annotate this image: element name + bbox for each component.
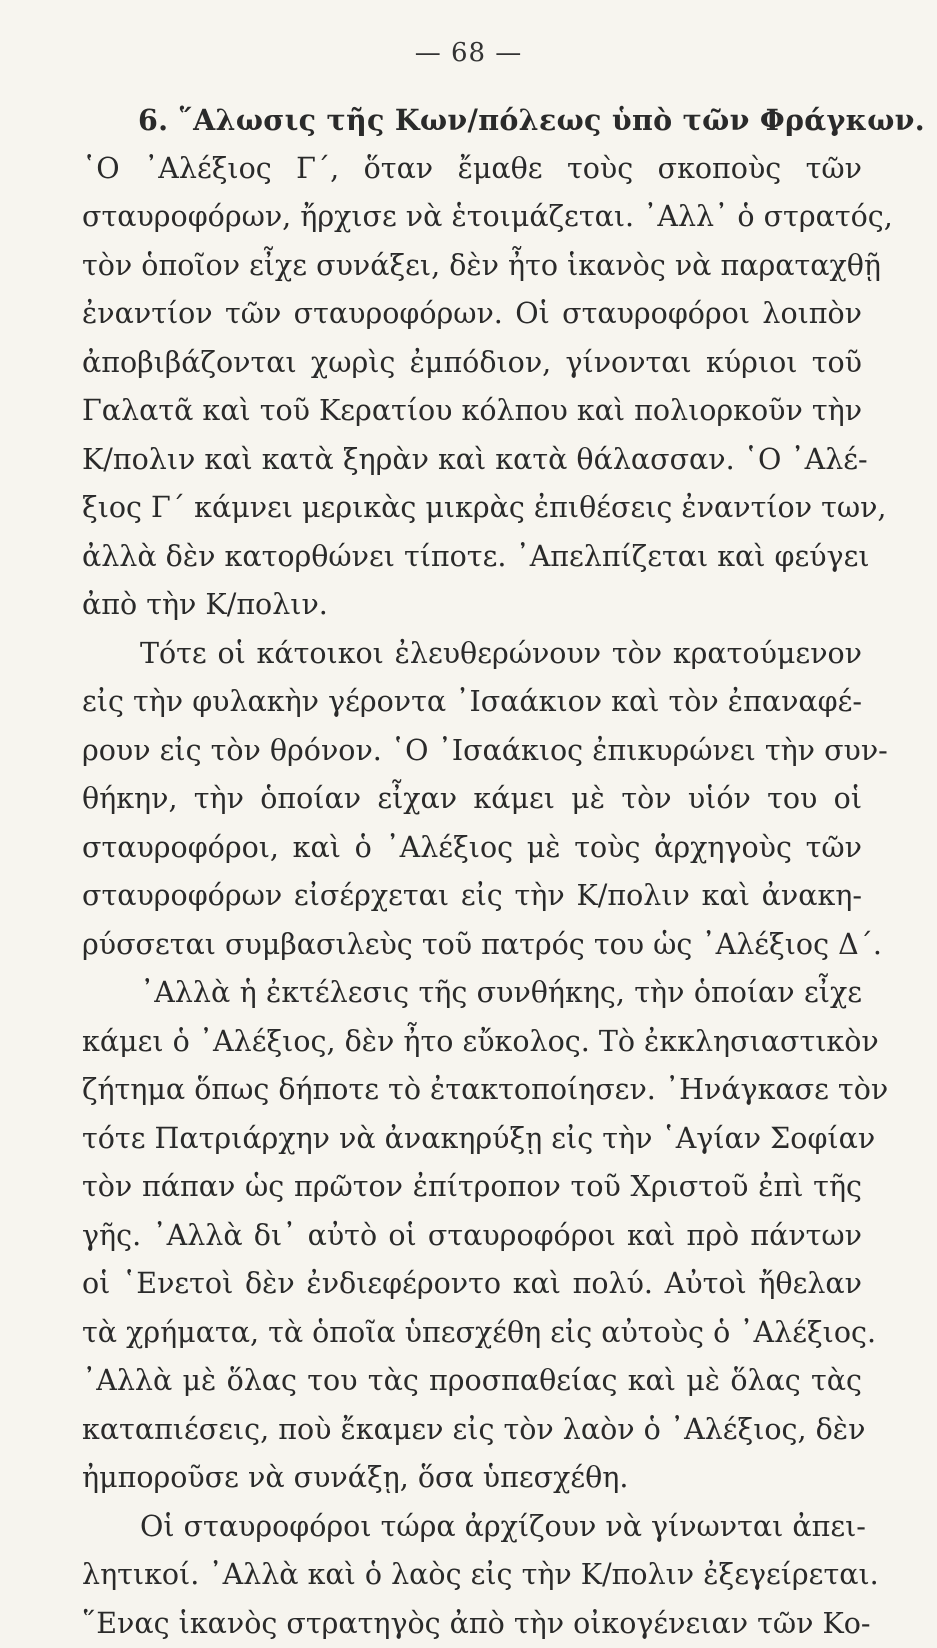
text-line: τότε Πατριάρχην νὰ ἀνακηρύξῃ εἰς τὴν ῾Αγίαν Σοφίαν [82,1115,862,1164]
paragraph-4 [82,1503,862,1648]
page-text [82,96,862,1648]
text-line: ἐναντίον τῶν σταυροφόρων. Οἱ σταυροφόροι λοιπὸν [82,290,862,339]
paragraph-1 [82,145,862,630]
text-line: θήκην, τὴν ὁποίαν εἶχαν κάμει μὲ τὸν υἱόν του οἱ [82,775,862,824]
text-line: ξιος Γ´ κάμνει μερικὰς μικρὰς ἐπιθέσεις ἐναντίον των, [82,484,862,533]
text-line: ρύσσεται συμβασιλεὺς τοῦ πατρός του ὡς ᾿Αλέξιος Δ´. [82,921,862,970]
text-line: Γαλατᾶ καὶ τοῦ Κερατίου κόλπου καὶ πολιορκοῦν τὴν [82,387,862,436]
text-line: Τότε οἱ κάτοικοι ἐλευθερώνουν τὸν κρατούμενον [82,630,862,679]
text-line: ἠμποροῦσε νὰ συνάξῃ, ὅσα ὑπεσχέθη. [82,1454,862,1503]
text-line: ζήτημα ὅπως δήποτε τὸ ἐτακτοποίησεν. ᾿Ηνάγκασε τὸν [82,1066,862,1115]
text-line: εἰς τὴν φυλακὴν γέροντα ᾿Ισαάκιον καὶ τὸν ἐπαναφέ- [82,678,862,727]
text-line: ῾Ο ᾿Αλέξιος Γ´, ὅταν ἔμαθε τοὺς σκοποὺς τῶν [82,145,862,194]
page-number: — 68 — [0,38,937,68]
text-line: Οἱ σταυροφόροι τώρα ἀρχίζουν νὰ γίνωνται ἀπει- [82,1503,862,1552]
text-line: κάμει ὁ ᾿Αλέξιος, δὲν ἦτο εὔκολος. Τὸ ἐκκλησιαστικὸν [82,1018,862,1067]
text-line: γῆς. ᾿Αλλὰ δι᾿ αὐτὸ οἱ σταυροφόροι καὶ πρὸ πάντων [82,1212,862,1261]
text-line: τὰ χρήματα, τὰ ὁποῖα ὑπεσχέθη εἰς αὐτοὺς ὁ ᾿Αλέξιος. [82,1309,862,1358]
text-line: σταυροφόρων, ἤρχισε νὰ ἑτοιμάζεται. ᾿Αλλ᾿ ὁ στρατός, [82,193,862,242]
text-line: σταυροφόρων εἰσέρχεται εἰς τὴν Κ/πολιν καὶ ἀνακη- [82,872,862,921]
text-line: ἀπὸ τὴν Κ/πολιν. [82,581,862,630]
text-line: ἀλλὰ δὲν κατορθώνει τίποτε. ᾿Απελπίζεται καὶ φεύγει [82,533,862,582]
text-line: ᾿Αλλὰ μὲ ὅλας του τὰς προσπαθείας καὶ μὲ ὅλας τὰς [82,1357,862,1406]
text-line: λητικοί. ᾿Αλλὰ καὶ ὁ λαὸς εἰς τὴν Κ/πολιν ἐξεγείρεται. [82,1551,862,1600]
text-line: ῞Ενας ἱκανὸς στρατηγὸς ἀπὸ τὴν οἰκογένειαν τῶν Κο- [82,1600,862,1648]
text-line: τὸν ὁποῖον εἶχε συνάξει, δὲν ἦτο ἱκανὸς νὰ παραταχθῇ [82,242,862,291]
paragraph-2 [82,630,862,970]
text-line: Κ/πολιν καὶ κατὰ ξηρὰν καὶ κατὰ θάλασσαν. ῾Ο ᾿Αλέ- [82,436,862,485]
text-line: ᾿Αλλὰ ἡ ἐκτέλεσις τῆς συνθήκης, τὴν ὁποίαν εἶχε [82,969,862,1018]
text-line: οἱ ῾Ενετοὶ δὲν ἐνδιεφέροντο καὶ πολύ. Αὐτοὶ ἤθελαν [82,1260,862,1309]
text-line: ρουν εἰς τὸν θρόνον. ῾Ο ᾿Ισαάκιος ἐπικυρώνει τὴν συν- [82,727,862,776]
text-line: σταυροφόροι, καὶ ὁ ᾿Αλέξιος μὲ τοὺς ἀρχηγοὺς τῶν [82,824,862,873]
text-line: τὸν πάπαν ὡς πρῶτον ἐπίτροπον τοῦ Χριστοῦ ἐπὶ τῆς [82,1163,862,1212]
section-heading: 6. ῞Αλωσις τῆς Κων/πόλεως ὑπὸ τῶν Φράγκων. [82,96,862,145]
text-line: ἀποβιβάζονται χωρὶς ἐμπόδιον, γίνονται κύριοι τοῦ [82,339,862,388]
paragraph-3 [82,969,862,1503]
text-line: καταπιέσεις, ποὺ ἔκαμεν εἰς τὸν λαὸν ὁ ᾿Αλέξιος, δὲν [82,1406,862,1455]
